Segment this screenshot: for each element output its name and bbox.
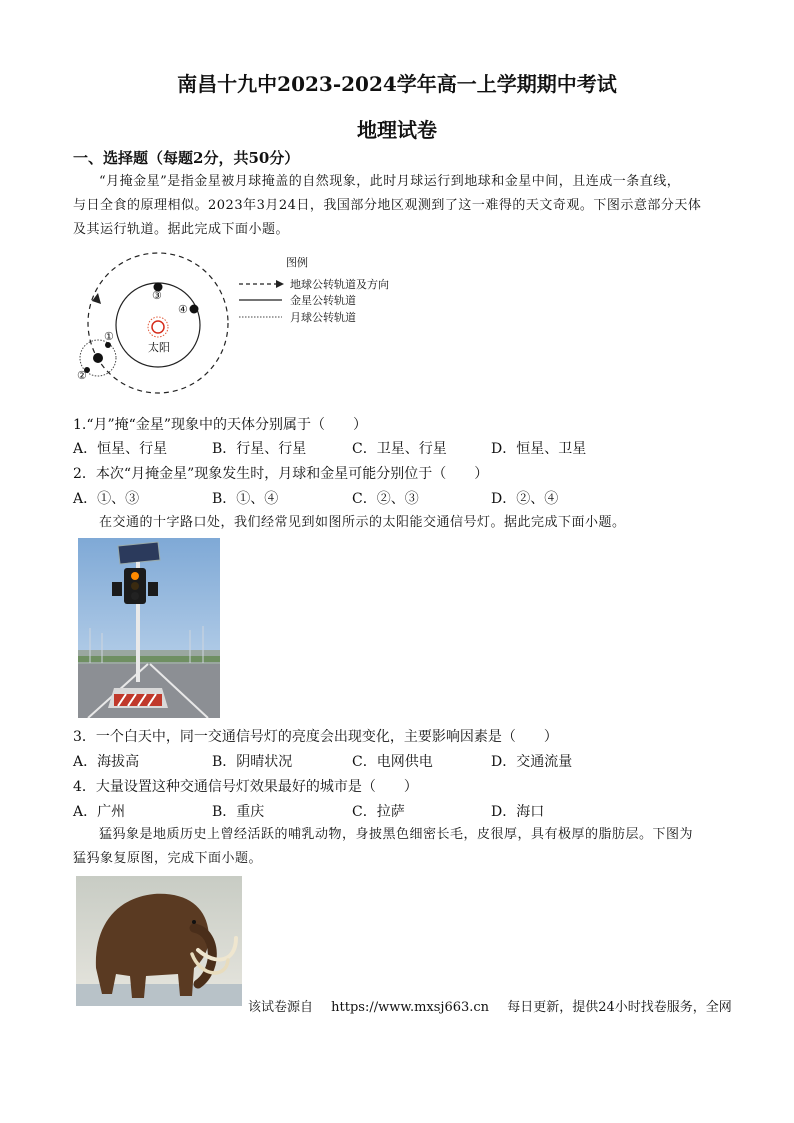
earth-orbit-direction-arrow [92,293,101,304]
orbit-diagram [70,248,235,403]
passage-2: 在交通的十字路口处，我们经常见到如图所示的太阳能交通信号灯。据此完成下面小题。 [99,515,626,530]
passage-3-line-2: 猛犸象复原图，完成下面小题。 [73,851,263,866]
q4-option-b: B．重庆 [212,804,265,820]
footer-source-label: 该试卷源自 [248,1000,314,1015]
marker-3: ③ [152,289,162,302]
sun-icon [148,317,168,337]
q3-option-c: C．电网供电 [352,754,433,770]
q2-option-c: C．②、③ [352,491,419,507]
q1-option-c: C．卫星、行星 [352,441,447,457]
legend-moon-orbit: 月球公转轨道 [238,309,356,325]
dotted-line-icon [238,313,284,321]
earth-body [93,353,103,363]
q1-option-b: B．行星、行星 [212,441,307,457]
solid-line-icon [238,296,284,304]
solar-panel [118,542,160,564]
marker-1: ① [104,330,114,343]
solar-traffic-light-photo [78,538,220,718]
question-4-stem: 4．大量设置这种交通信号灯效果最好的城市是（ ） [73,779,418,795]
passage-1-line-1: “月掩金星”是指金星被月球掩盖的自然现象，此时月球运行到地球和金星中间，且连成一条直线， [99,174,681,189]
q2-option-b: B．①、④ [212,491,279,507]
passage-1 [73,170,723,242]
question-1-stem: 1.“月”掩“金星”现象中的天体分别属于（ ） [73,417,367,433]
q4-option-c: C．拉萨 [352,804,405,820]
section-heading: 一、选择题（每题2分，共50分） [73,149,300,167]
question-2-stem: 2．本次“月掩金星”现象发生时，月球和金星可能分别位于（ ） [73,466,489,482]
sun-label: 太阳 [148,341,170,354]
question-3-stem: 3．一个白天中，同一交通信号灯的亮度会出现变化，主要影响因素是（ ） [73,729,558,745]
legend-earth-orbit: 地球公转轨道及方向 [238,276,389,292]
q3-option-a: A．海拔高 [73,754,140,770]
q3-option-d: D．交通流量 [491,754,573,770]
legend-venus-orbit: 金星公转轨道 [238,292,356,308]
exam-subject: 地理试卷 [357,118,437,142]
q2-option-d: D．②、④ [491,491,559,507]
marker-4: ④ [178,303,188,316]
footer-url-link[interactable]: https://www.mxsj663.cn [331,1000,490,1015]
q4-option-d: D．海口 [491,804,545,820]
passage-3 [73,823,723,871]
q1-option-a: A．恒星、行星 [73,441,168,457]
footer-note: 每日更新，提供24小时找卷服务，全网 [507,1000,732,1015]
marker-2: ② [77,369,87,382]
q4-option-a: A．广州 [73,804,126,820]
source-footer [248,996,746,1015]
dashed-arrow-icon [238,280,284,288]
exam-title: 南昌十九中2023-2024学年高一上学期期中考试 [177,72,617,96]
venus-position-4 [190,305,199,314]
q2-option-a: A．①、③ [73,491,140,507]
legend-title: 图例 [286,256,308,269]
passage-1-line-3: 及其运行轨道。据此完成下面小题。 [73,222,290,237]
mammoth-reconstruction-image [76,876,242,1006]
passage-3-line-1: 猛犸象是地质历史上曾经活跃的哺乳动物，身披黑色细密长毛，皮很厚，具有极厚的脂肪层。下图为 [99,827,694,842]
passage-1-line-2: 与日全食的原理相似。2023年3月24日，我国部分地区观测到了这一难得的天文奇观。下图示意部分天体 [73,198,702,213]
q3-option-b: B．阴晴状况 [212,754,293,770]
q1-option-d: D．恒星、卫星 [491,441,587,457]
